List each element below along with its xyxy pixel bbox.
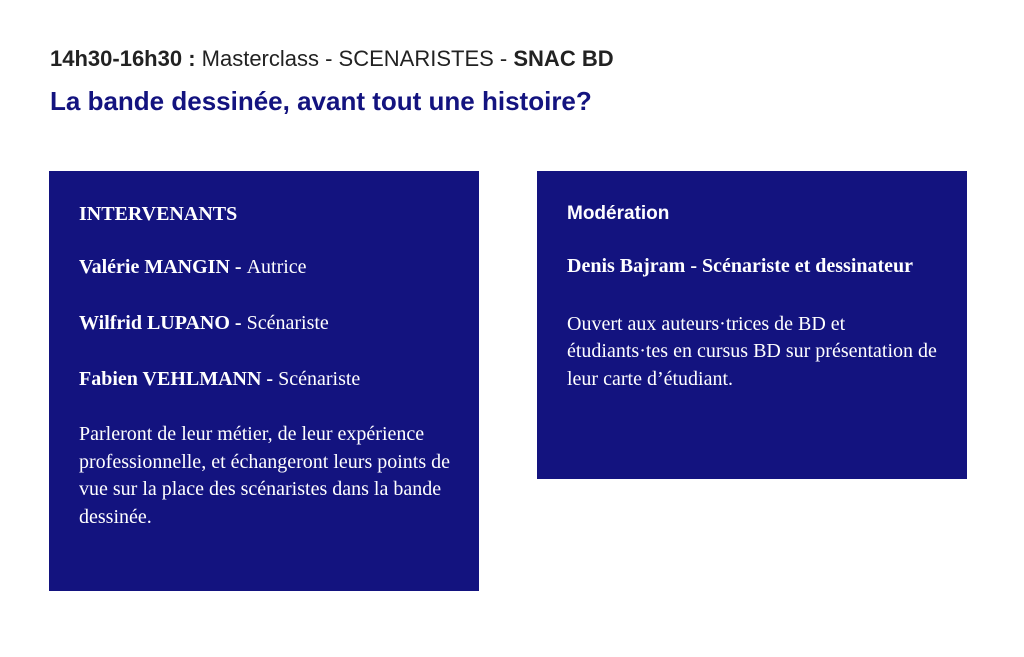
speaker-role: Scénariste	[278, 368, 361, 390]
speaker-item	[79, 309, 459, 337]
session-header	[50, 46, 614, 72]
access-note: Ouvert aux auteurs·trices de BD et étudiants·tes en cursus BD sur présentation de leur carte d’étudiant.	[567, 312, 937, 390]
moderation-panel	[537, 171, 967, 479]
speaker-name: Wilfrid LUPANO -	[79, 312, 247, 334]
speaker-item	[79, 365, 459, 393]
intervenants-heading: INTERVENANTS	[79, 203, 238, 225]
speaker-item	[79, 253, 459, 281]
session-type: Masterclass - SCENARISTES -	[195, 46, 514, 71]
page-title: La bande dessinée, avant tout une histoire?	[50, 86, 592, 116]
intervenants-description: Parleront de leur métier, de leur expérience professionnelle, et échangeront leurs points de vue sur la place des scénaristes dans la bande dessinée.	[79, 423, 450, 528]
speaker-role: Scénariste	[246, 312, 329, 334]
speaker-name: Valérie MANGIN -	[79, 256, 247, 278]
speaker-name: Fabien VEHLMANN -	[79, 368, 279, 390]
speaker-role: Autrice	[246, 256, 307, 278]
session-time: 14h30-16h30 :	[50, 46, 196, 71]
intervenants-panel	[49, 171, 479, 591]
session-organizer: SNAC BD	[513, 46, 614, 71]
moderator-name: Denis Bajram - Scénariste et dessinateur	[567, 255, 914, 277]
moderation-heading: Modération	[567, 203, 670, 224]
